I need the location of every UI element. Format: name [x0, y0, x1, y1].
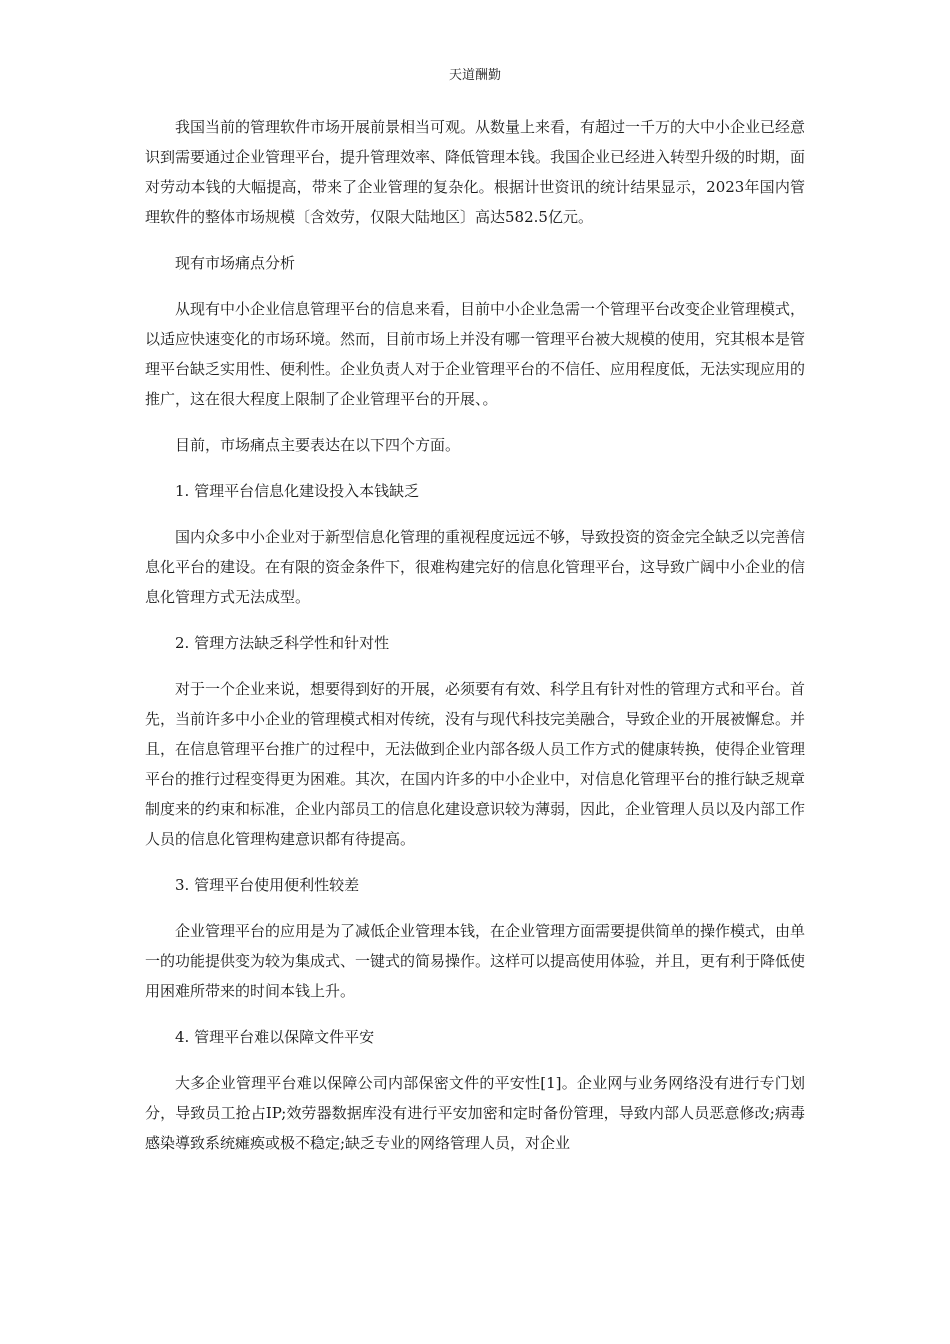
paragraph-pain-points-intro: 从现有中小企业信息管理平台的信息来看，目前中小企业急需一个管理平台改变企业管理模式，以适应快速变化的市场环境。然而，目前市场上并没有哪一管理平台被大规模的使用，究其根本是管理平台缺乏实用性、便利性。企业负责人对于企业管理平台的不信任、应用程度低，无法实现应用的推广，这在很大程度上限制了企业管理平台的开展、。	[145, 300, 806, 408]
paragraph-usability: 企业管理平台的应用是为了减低企业管理本钱，在企业管理方面需要提供简单的操作模式，由单一的功能提供变为较为集成式、一键式的简易操作。这样可以提高使用体验，并且，更有利于降低使用困难所带来的时间本钱上升。	[145, 922, 806, 1000]
document-body	[145, 112, 805, 1158]
subheading-4: 4. 管理平台难以保障文件平安	[175, 1028, 375, 1046]
page-header: 天道酬勤	[448, 68, 501, 83]
paragraph-market-outlook: 我国当前的管理软件市场开展前景相当可观。从数量上来看，有超过一千万的大中小企业已经意识到需要通过企业管理平台，提升管理效率、降低管理本钱。我国企业已经进入转型升级的时期，面对劳动本钱的大幅提高，带来了企业管理的复杂化。根据计世资讯的统计结果显示，2023年国内管理软件的整体市场规模〔含效劳，仅限大陆地区〕高达582.5亿元。	[145, 118, 806, 226]
subheading-2: 2. 管理方法缺乏科学性和针对性	[175, 634, 390, 652]
paragraph-investment: 国内众多中小企业对于新型信息化管理的重视程度远远不够，导致投资的资金完全缺乏以完善信息化平台的建设。在有限的资金条件下，很难构建完好的信息化管理平台，这导致广阔中小企业的信息化管理方式无法成型。	[145, 528, 806, 606]
paragraph-four-aspects: 目前，市场痛点主要表达在以下四个方面。	[175, 436, 461, 454]
subheading-1: 1. 管理平台信息化建设投入本钱缺乏	[175, 482, 420, 500]
paragraph-file-security: 大多企业管理平台难以保障公司内部保密文件的平安性[1]。企业网与业务网络没有进行专门划分，导致员工抢占IP;效劳器数据库没有进行平安加密和定时备份管理，导致内部人员恶意修改;病毒感染導致系统瘫痪或极不稳定;缺乏专业的网络管理人员，对企业	[145, 1074, 805, 1152]
paragraph-management-method: 对于一个企业来说，想要得到好的开展，必须要有有效、科学且有针对性的管理方式和平台。首先，当前许多中小企业的管理模式相对传统，没有与现代科技完美融合，导致企业的开展被懈怠。并且，在信息管理平台推广的过程中，无法做到企业内部各级人员工作方式的健康转换，使得企业管理平台的推行过程变得更为困难。其次，在国内许多的中小企业中，对信息化管理平台的推行缺乏规章制度来的约束和标准，企业内部员工的信息化建设意识较为薄弱，因此，企业管理人员以及内部工作人员的信息化管理构建意识都有待提高。	[145, 680, 806, 848]
section-heading-pain-points: 现有市场痛点分析	[175, 254, 296, 272]
subheading-3: 3. 管理平台使用便利性较差	[175, 876, 360, 894]
